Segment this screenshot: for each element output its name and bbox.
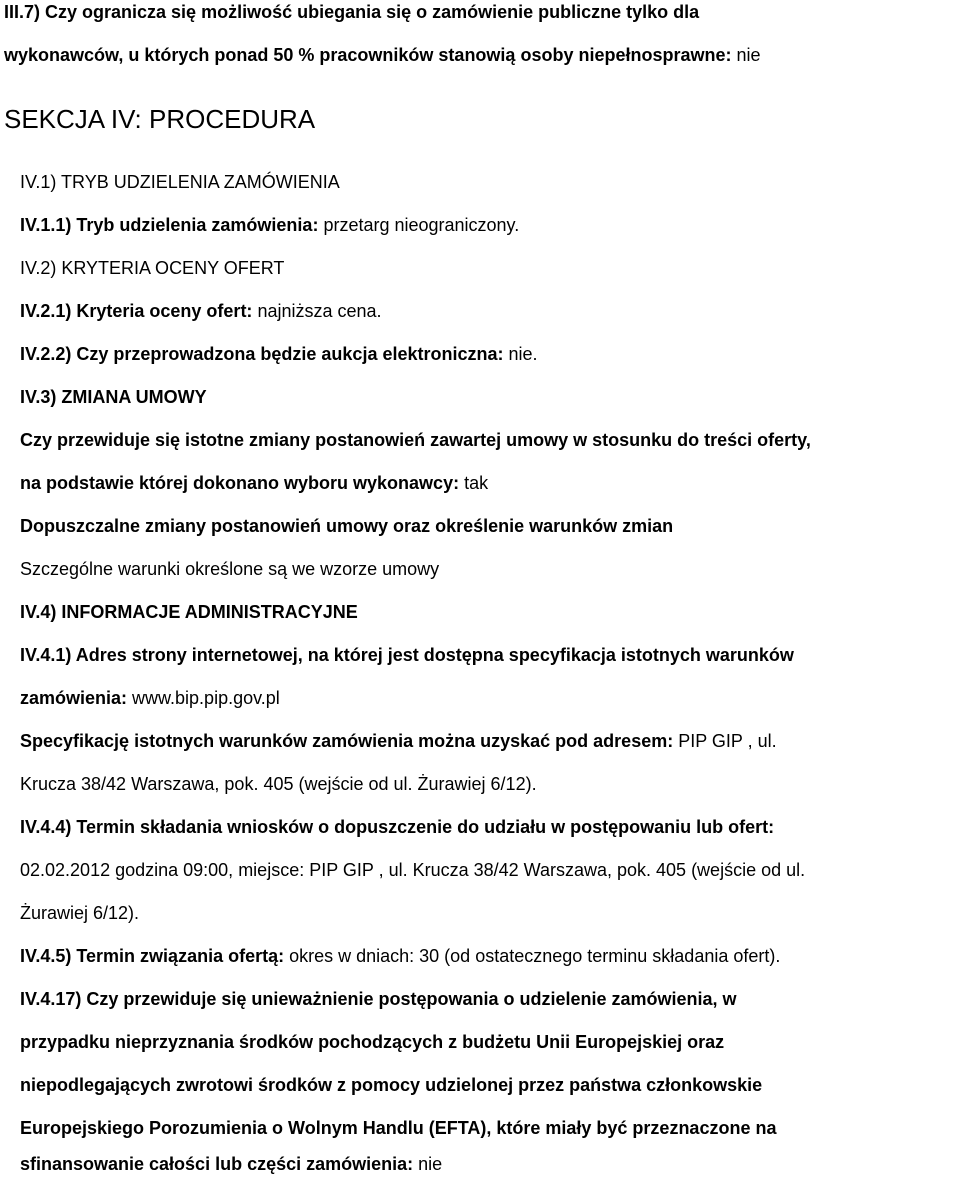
item-iii7-line2 [4, 43, 761, 67]
iv21-value: najniższa cena. [252, 301, 382, 321]
iv4-heading: IV.4) INFORMACJE ADMINISTRACYJNE [20, 602, 358, 622]
iv41-label: zamówienia: [20, 688, 128, 708]
item-iii7-line1: III.7) Czy ogranicza się możliwość ubiegania się o zamówienie publiczne tylko dla [4, 2, 700, 22]
iv45-line [20, 944, 780, 968]
iv417-line5 [20, 1152, 442, 1176]
iv41-line2 [20, 686, 280, 710]
iv3-question-line1: Czy przewiduje się istotne zmiany postanowień zawartej umowy w stosunku do treści oferty, [20, 430, 811, 450]
iv11-line [20, 213, 519, 237]
iv22-label: IV.2.2) Czy przeprowadzona będzie aukcja elektroniczna: [20, 344, 504, 364]
iv3-changes-label: Dopuszczalne zmiany postanowień umowy oraz określenie warunków zmian [20, 516, 674, 536]
iv1-heading: IV.1) TRYB UDZIELENIA ZAMÓWIENIA [20, 172, 340, 192]
iv22-line [20, 342, 538, 366]
iv3-question-line2 [20, 471, 488, 495]
iv3-changes-value: Szczególne warunki określone są we wzorze umowy [20, 559, 440, 579]
siwz-line2: Krucza 38/42 Warszawa, pok. 405 (wejście od ul. Żurawiej 6/12). [20, 774, 537, 794]
siwz-label: Specyfikację istotnych warunków zamówienia można uzyskać pod adresem: [20, 731, 674, 751]
section-title: SEKCJA IV: PROCEDURA [4, 104, 316, 134]
iv44-label: IV.4.4) Termin składania wniosków o dopuszczenie do udziału w postępowaniu lub ofert: [20, 817, 775, 837]
iv3-question-label: na podstawie której dokonano wyboru wykonawcy: [20, 473, 460, 493]
iv11-label: IV.1.1) Tryb udzielenia zamówienia: [20, 215, 319, 235]
iv44-value-line2: Żurawiej 6/12). [20, 903, 140, 923]
iv417-line2: przypadku nieprzyznania środków pochodzących z budżetu Unii Europejskiej oraz [20, 1032, 725, 1052]
iv3-heading: IV.3) ZMIANA UMOWY [20, 387, 207, 407]
iv22-value: nie. [503, 344, 538, 364]
iv417-line4: Europejskiego Porozumienia o Wolnym Handlu (EFTA), które miały być przeznaczone na [20, 1118, 777, 1138]
siwz-value-part1: PIP GIP , ul. [673, 731, 777, 751]
siwz-line1 [20, 729, 777, 753]
iv11-value: przetarg nieograniczony. [318, 215, 520, 235]
iv44-value-line1: 02.02.2012 godzina 09:00, miejsce: PIP GIP , ul. Krucza 38/42 Warszawa, pok. 405 (wejście od ul. [20, 860, 806, 880]
iv21-line [20, 299, 382, 323]
iv45-label: IV.4.5) Termin związania ofertą: [20, 946, 285, 966]
iv2-heading: IV.2) KRYTERIA OCENY OFERT [20, 258, 285, 278]
item-iii7-label: wykonawców, u których ponad 50 % pracowników stanowią osoby niepełnosprawne: [4, 45, 732, 65]
iv417-label: sfinansowanie całości lub części zamówienia: [20, 1154, 414, 1174]
iv21-label: IV.2.1) Kryteria oceny ofert: [20, 301, 253, 321]
iv417-line1: IV.4.17) Czy przewiduje się unieważnienie postępowania o udzielenie zamówienia, w [20, 989, 737, 1009]
iv41-line1: IV.4.1) Adres strony internetowej, na której jest dostępna specyfikacja istotnych warunków [20, 645, 794, 665]
item-iii7-value: nie [731, 45, 761, 65]
iv45-value: okres w dniach: 30 (od ostatecznego terminu składania ofert). [284, 946, 781, 966]
iv417-value: nie [413, 1154, 443, 1174]
iv3-question-value: tak [459, 473, 489, 493]
iv41-url: www.bip.pip.gov.pl [127, 688, 280, 708]
iv417-line3: niepodlegających zwrotowi środków z pomocy udzielonej przez państwa członkowskie [20, 1075, 763, 1095]
